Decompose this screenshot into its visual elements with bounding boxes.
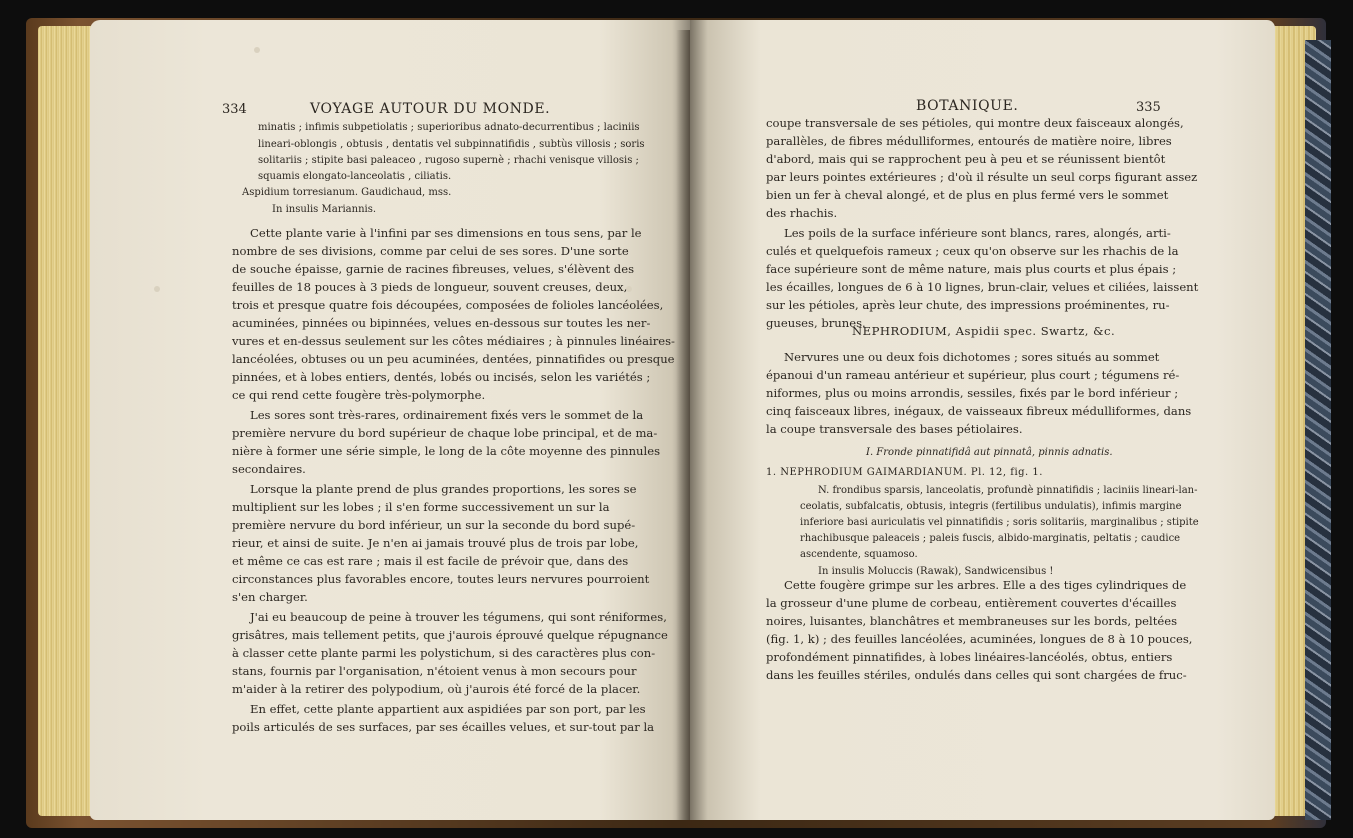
section-heading: I. Fronde pinnatifidâ aut pinnatâ, pinnis adnatis. <box>866 447 1113 458</box>
paragraph-line: grisâtres, mais tellement petits, que j'aurois éprouvé quelque répugnance <box>232 628 668 642</box>
latin-description-line: ascendente, squamoso. <box>800 549 918 560</box>
paragraph-line: Les sores sont très-rares, ordinairement fixés vers le sommet de la <box>250 408 644 422</box>
latin-description-line: squamis elongato-lanceolatis , ciliatis. <box>258 171 452 182</box>
paragraph-line: multiplient sur les lobes ; il s'en forme successivement un sur la <box>232 500 610 514</box>
paragraph-line: noires, luisantes, blanchâtres et membraneuses sur les bords, peltées <box>766 614 1178 628</box>
left-page <box>90 20 690 820</box>
paragraph-line: profondément pinnatifides, à lobes linéaires-lancéolés, obtus, entiers <box>766 650 1173 664</box>
paragraph-line: lancéolées, obtuses ou un peu acuminées, dentées, pinnatifides ou presque <box>232 352 675 366</box>
latin-description-line: rhachibusque paleaceis ; paleis fuscis, albido-marginatis, peltatis ; caudice <box>800 533 1181 544</box>
paragraph-line: nombre de ses divisions, comme par celui de ses sores. D'une sorte <box>232 244 629 258</box>
paragraph-line: dans les feuilles stériles, ondulés dans celles qui sont chargées de fruc- <box>766 668 1187 682</box>
paragraph-line: s'en charger. <box>232 590 308 604</box>
latin-description-line: ceolatis, subfalcatis, obtusis, integris (fertilibus undulatis), infimis margine <box>800 501 1182 512</box>
paragraph-line: feuilles de 18 pouces à 3 pieds de longueur, souvent creuses, deux, <box>232 280 628 294</box>
paragraph-line: J'ai eu beaucoup de peine à trouver les tégumens, qui sont réniformes, <box>250 610 667 624</box>
paragraph-line: m'aider à la retirer des polypodium, où j'aurois été forcé de la placer. <box>232 682 641 696</box>
paragraph-line: Nervures une ou deux fois dichotomes ; sores situés au sommet <box>784 350 1160 364</box>
paragraph-line: vures et en-dessus seulement sur les côtes médiaires ; à pinnules linéaires- <box>232 334 675 348</box>
paragraph-line: nière à former une série simple, le long de la côte moyenne des pinnules <box>232 444 661 458</box>
paper-spot <box>254 47 260 53</box>
paragraph-line: trois et presque quatre fois découpées, composées de folioles lancéolées, <box>232 298 664 312</box>
paragraph-line: poils articulés de ses surfaces, par ses écailles velues, et sur-tout par la <box>232 720 655 734</box>
habitat-line: In insulis Moluccis (Rawak), Sandwicensibus ! <box>818 566 1054 577</box>
paragraph-line: face supérieure sont de même nature, mais plus courts et plus épais ; <box>766 262 1177 276</box>
paragraph-line: coupe transversale de ses pétioles, qui montre deux faisceaux alongés, <box>766 116 1184 130</box>
paragraph-line: à classer cette plante parmi les polystichum, si des caractères plus con- <box>232 646 656 660</box>
paragraph-line: gueuses, brunes. <box>766 316 866 330</box>
latin-description-line: N. frondibus sparsis, lanceolatis, profundè pinnatifidis ; laciniis lineari-lan- <box>818 485 1198 496</box>
paragraph-line: pinnées, et à lobes entiers, dentés, lobés ou incisés, selon les variétés ; <box>232 370 651 384</box>
habitat-line: In insulis Mariannis. <box>272 204 377 215</box>
paragraph-line: acuminées, pinnées ou bipinnées, velues en-dessous sur toutes les ner- <box>232 316 651 330</box>
marbled-endpaper <box>1305 40 1331 820</box>
paragraph-line: niformes, plus ou moins arrondis, sessiles, fixés par le bord inférieur ; <box>766 386 1179 400</box>
paragraph-line: parallèles, de fibres médulliformes, entourés de matière noire, libres <box>766 134 1172 148</box>
running-head: BOTANIQUE. <box>916 98 1019 114</box>
paragraph-line: En effet, cette plante appartient aux aspidiées par son port, par les <box>250 702 646 716</box>
paper-spot <box>154 286 160 292</box>
paragraph-line: rieur, et ainsi de suite. Je n'en ai jamais trouvé plus de trois par lobe, <box>232 536 639 550</box>
paragraph-line: stans, fournis par l'organisation, n'étoient venus à mon secours pour <box>232 664 637 678</box>
right-page <box>690 20 1275 820</box>
paragraph-line: de souche épaisse, garnie de racines fibreuses, velues, s'élèvent des <box>232 262 635 276</box>
paragraph-line: secondaires. <box>232 462 306 476</box>
paragraph-line: des rhachis. <box>766 206 838 220</box>
running-head: VOYAGE AUTOUR DU MONDE. <box>310 101 551 117</box>
paragraph-line: première nervure du bord inférieur, un sur la seconde du bord supé- <box>232 518 636 532</box>
paragraph-line: Cette plante varie à l'infini par ses dimensions en tous sens, par le <box>250 226 642 240</box>
paragraph-line: épanoui d'un rameau antérieur et supérieur, plus court ; tégumens ré- <box>766 368 1180 382</box>
paragraph-line: et même ce cas est rare ; mais il est facile de prévoir que, dans des <box>232 554 629 568</box>
paragraph-line: d'abord, mais qui se rapprochent peu à peu et se réunissent bientôt <box>766 152 1166 166</box>
paragraph-line: (fig. 1, k) ; des feuilles lancéolées, acuminées, longues de 8 à 10 pouces, <box>766 632 1193 646</box>
page-number: 334 <box>222 102 247 117</box>
paragraph-line: cinq faisceaux libres, inégaux, de vaisseaux fibreux médulliformes, dans <box>766 404 1192 418</box>
synonym-line: Aspidium torresianum. Gaudichaud, mss. <box>242 187 452 198</box>
paragraph-line: la grosseur d'une plume de corbeau, entièrement couvertes d'écailles <box>766 596 1177 610</box>
paragraph-line: Lorsque la plante prend de plus grandes proportions, les sores se <box>250 482 637 496</box>
paragraph-line: les écailles, longues de 6 à 10 lignes, brun-clair, velues et ciliées, laissent <box>766 280 1199 294</box>
paragraph-line: la coupe transversale des bases pétiolaires. <box>766 422 1023 436</box>
paragraph-line: bien un fer à cheval alongé, et de plus en plus fermé vers le sommet <box>766 188 1169 202</box>
paragraph-line: Cette fougère grimpe sur les arbres. Elle a des tiges cylindriques de <box>784 578 1187 592</box>
paragraph-line: Les poils de la surface inférieure sont blancs, rares, alongés, arti- <box>784 226 1171 240</box>
paragraph-line: par leurs pointes extérieures ; d'où il résulte un seul corps figurant assez <box>766 170 1198 184</box>
latin-description-line: inferiore basi auriculatis vel pinnatifidis ; soris solitariis, marginalibus ; stipite <box>800 517 1199 528</box>
latin-description-line: lineari-oblongis , obtusis , dentatis vel subpinnatifidis , subtùs villosis ; soris <box>258 139 645 150</box>
paragraph-line: circonstances plus favorables encore, toutes leurs nervures pourroient <box>232 572 650 586</box>
paragraph-line: sur les pétioles, après leur chute, des impressions proéminentes, ru- <box>766 298 1170 312</box>
paragraph-line: première nervure du bord supérieur de chaque lobe principal, et de ma- <box>232 426 658 440</box>
species-heading: 1. NEPHRODIUM GAIMARDIANUM. Pl. 12, fig. 1. <box>766 467 1043 478</box>
genus-heading: NEPHRODIUM, Aspidii spec. Swartz, &c. <box>852 324 1116 338</box>
paragraph-line: culés et quelquefois rameux ; ceux qu'on observe sur les rhachis de la <box>766 244 1179 258</box>
latin-description-line: solitariis ; stipite basi paleaceo , rugoso supernè ; rhachi venisque villosis ; <box>258 155 639 166</box>
latin-description-line: minatis ; infimis subpetiolatis ; superioribus adnato-decurrentibus ; laciniis <box>258 122 640 133</box>
page-number: 335 <box>1136 100 1161 115</box>
paragraph-line: ce qui rend cette fougère très-polymorphe. <box>232 388 486 402</box>
